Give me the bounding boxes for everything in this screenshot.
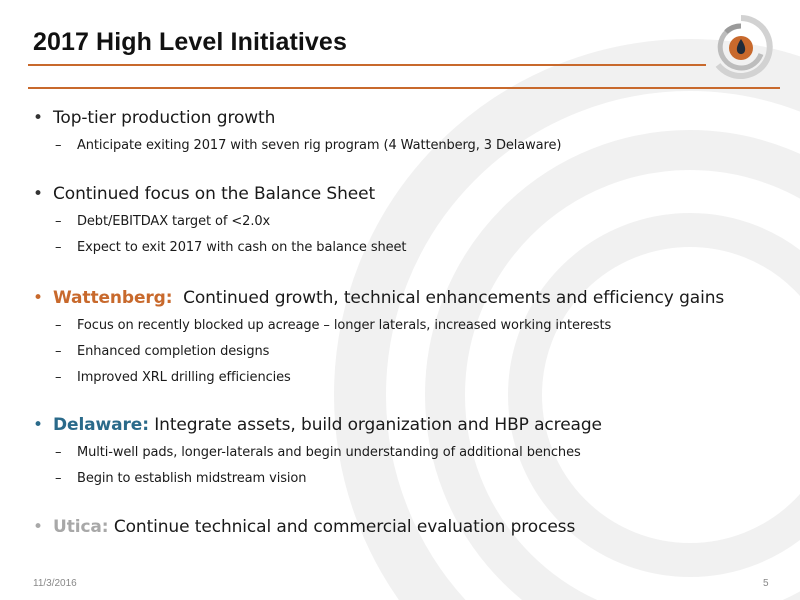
dash: – <box>55 344 62 359</box>
dash: – <box>55 370 62 385</box>
sub-bullet-text: Anticipate exiting 2017 with seven rig program (4 Wattenberg, 3 Delaware) <box>77 138 562 153</box>
bullet-text: Integrate assets, build organization and HBP acreage <box>154 415 602 435</box>
dash: – <box>55 138 62 153</box>
bullet-text: Continued growth, technical enhancements and efficiency gains <box>183 288 725 308</box>
bullet-5 <box>33 517 575 537</box>
sub-bullet <box>55 214 270 229</box>
title-underline <box>28 64 706 66</box>
bullet-text: Continue technical and commercial evaluation process <box>113 517 576 537</box>
slide-title: 2017 High Level Initiatives <box>33 28 347 56</box>
dash: – <box>55 445 62 460</box>
sub-bullet <box>55 344 269 359</box>
bullet-4 <box>33 415 602 435</box>
bullet-dot: • <box>33 415 43 435</box>
sub-bullet <box>55 138 561 153</box>
company-logo-icon <box>706 12 776 82</box>
dash: – <box>55 471 62 486</box>
footer-page-number: 5 <box>763 578 769 589</box>
bullet-3 <box>33 288 724 308</box>
sub-bullet-text: Expect to exit 2017 with cash on the balance sheet <box>77 240 407 255</box>
sub-bullet-text: Begin to establish midstream vision <box>77 471 307 486</box>
sub-bullet-text: Enhanced completion designs <box>77 344 270 359</box>
bullet-1 <box>33 108 275 128</box>
sub-bullet <box>55 318 611 333</box>
sub-bullet <box>55 445 581 460</box>
bullet-2 <box>33 184 375 204</box>
sub-bullet <box>55 240 406 255</box>
sub-bullet-text: Debt/EBITDAX target of <2.0x <box>77 214 271 229</box>
footer-date: 11/3/2016 <box>33 578 77 589</box>
dash: – <box>55 214 62 229</box>
header-divider <box>28 87 780 89</box>
sub-bullet-text: Focus on recently blocked up acreage – longer laterals, increased working interests <box>77 318 612 333</box>
dash: – <box>55 240 62 255</box>
sub-bullet-text: Improved XRL drilling efficiencies <box>77 370 291 385</box>
bullet-text: Top-tier production growth <box>53 108 276 128</box>
bullet-lead-utica: Utica: <box>53 517 109 537</box>
bullet-dot: • <box>33 108 43 128</box>
bullet-lead-wattenberg: Wattenberg: <box>53 288 173 308</box>
sub-bullet-text: Multi-well pads, longer-laterals and begin understanding of additional benches <box>77 445 581 460</box>
bullet-dot: • <box>33 288 43 308</box>
bullet-text: Continued focus on the Balance Sheet <box>53 184 376 204</box>
sub-bullet <box>55 471 306 486</box>
bullet-lead-delaware: Delaware: <box>53 415 149 435</box>
sub-bullet <box>55 370 291 385</box>
dash: – <box>55 318 62 333</box>
bullet-dot: • <box>33 184 43 204</box>
bullet-dot: • <box>33 517 43 537</box>
